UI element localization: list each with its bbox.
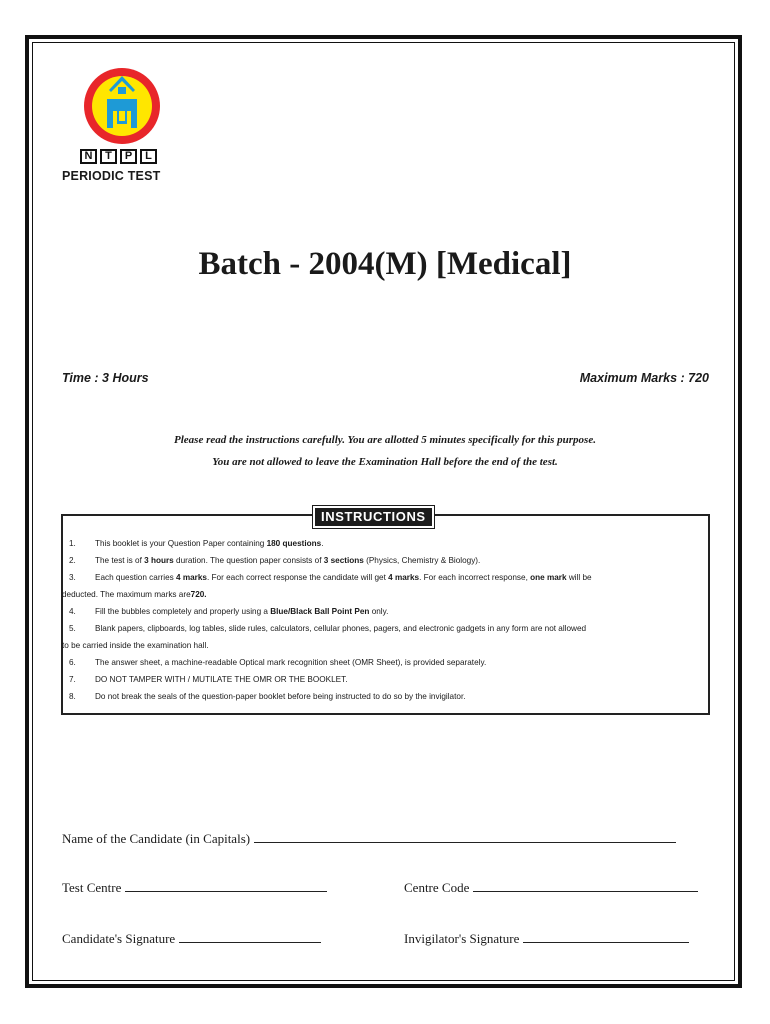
instruction-number: 6. <box>69 658 76 667</box>
instruction-text: Each question carries <box>95 573 177 582</box>
centre-code-label: Centre Code <box>404 880 470 895</box>
instruction-text: deducted. The maximum marks are <box>62 590 191 599</box>
test-centre-line[interactable] <box>125 890 327 892</box>
instruction-item <box>62 620 707 637</box>
instruction-number: 3. <box>69 573 76 582</box>
instruction-line <box>95 620 707 637</box>
instruction-bold-text: 3 sections <box>323 556 364 565</box>
instruction-text: (Physics, Chemistry & Biology). <box>363 556 481 565</box>
logo-letter: N <box>80 149 97 164</box>
test-centre-field <box>62 880 327 896</box>
max-marks-label: Maximum Marks : 720 <box>579 371 709 385</box>
instruction-line <box>95 654 707 671</box>
instruction-text: This booklet is your Question Paper containing <box>95 539 267 548</box>
test-centre-label: Test Centre <box>62 880 122 895</box>
instruction-text: duration. The question paper consists of <box>173 556 324 565</box>
invigilator-signature-field <box>404 931 689 947</box>
page-title: Batch - 2004(M) [Medical] <box>198 246 572 282</box>
logo-letter: T <box>100 149 117 164</box>
instruction-item <box>62 688 707 705</box>
candidate-signature-field <box>62 931 321 947</box>
instruction-item <box>62 552 707 569</box>
instruction-line <box>95 603 707 620</box>
instruction-bold-text: 180 questions <box>266 539 322 548</box>
instruction-bold-text: one mark <box>530 573 567 582</box>
instruction-item <box>62 603 707 620</box>
instruction-item <box>62 671 707 688</box>
instruction-item <box>62 535 707 552</box>
logo-letter: P <box>120 149 137 164</box>
instruction-line <box>95 535 707 552</box>
instruction-bold-text: 720. <box>190 590 207 599</box>
instruction-line <box>95 552 707 569</box>
candidate-name-line[interactable] <box>254 841 676 843</box>
instruction-text: will be <box>566 573 592 582</box>
candidate-name-label: Name of the Candidate (in Capitals) <box>62 831 251 846</box>
invigilator-signature-line[interactable] <box>523 941 689 943</box>
centre-code-line[interactable] <box>473 890 698 892</box>
instruction-number: 1. <box>69 539 76 548</box>
logo-letter: L <box>140 149 157 164</box>
instruction-item <box>62 569 707 586</box>
instruction-text: DO NOT TAMPER WITH / MUTILATE THE OMR OR THE BOOKLET. <box>95 675 348 684</box>
instructions-list <box>62 535 707 705</box>
instruction-number: 5. <box>69 624 76 633</box>
instruction-line <box>95 569 707 586</box>
instruction-item <box>62 654 707 671</box>
instruction-text: . For each incorrect response, <box>419 573 531 582</box>
instruction-line <box>95 671 707 688</box>
instruction-text: to be carried inside the examination hall. <box>62 641 209 650</box>
instruction-number: 2. <box>69 556 76 565</box>
instructions-heading: INSTRUCTIONS <box>313 506 434 528</box>
instruction-number: 7. <box>69 675 76 684</box>
instruction-text: The test is of <box>95 556 145 565</box>
instruction-text: . <box>321 539 324 548</box>
instruction-note: You are not allowed to leave the Examination Hall before the end of the test. <box>212 456 558 468</box>
instruction-text: only. <box>369 607 389 616</box>
instruction-bold-text: 4 marks <box>176 573 207 582</box>
ntpl-letter-boxes <box>80 149 157 164</box>
instruction-text: Fill the bubbles completely and properly using a <box>95 607 271 616</box>
instruction-note: Please read the instructions carefully. You are allotted 5 minutes specifically for this purpose. <box>174 434 596 446</box>
periodic-test-label: PERIODIC TEST <box>62 169 161 183</box>
time-label: Time : 3 Hours <box>62 371 149 385</box>
candidate-signature-label: Candidate's Signature <box>62 931 176 946</box>
candidate-signature-line[interactable] <box>179 941 321 943</box>
instruction-text: Do not break the seals of the question-paper booklet before being instructed to do so by the invigilator. <box>95 692 466 701</box>
instruction-text: . For each correct response the candidate will get <box>206 573 389 582</box>
invigilator-signature-label: Invigilator's Signature <box>404 931 520 946</box>
instruction-bold-text: 4 marks <box>388 573 420 582</box>
instruction-continuation <box>62 637 707 654</box>
instruction-line <box>95 688 707 705</box>
centre-code-field <box>404 880 698 896</box>
instruction-continuation <box>62 586 707 603</box>
instruction-text: Blank papers, clipboards, log tables, slide rules, calculators, cellular phones, pagers, and electronic gadgets in any form are not allowed <box>95 624 587 633</box>
candidate-name-field <box>62 831 676 847</box>
instruction-number: 8. <box>69 692 76 701</box>
instruction-bold-text: 3 hours <box>144 556 174 565</box>
instruction-text: The answer sheet, a machine-readable Optical mark recognition sheet (OMR Sheet), is provided separately. <box>95 658 487 667</box>
instruction-number: 4. <box>69 607 76 616</box>
instruction-bold-text: Blue/Black Ball Point Pen <box>270 607 370 616</box>
ntpl-logo-icon <box>82 66 162 146</box>
